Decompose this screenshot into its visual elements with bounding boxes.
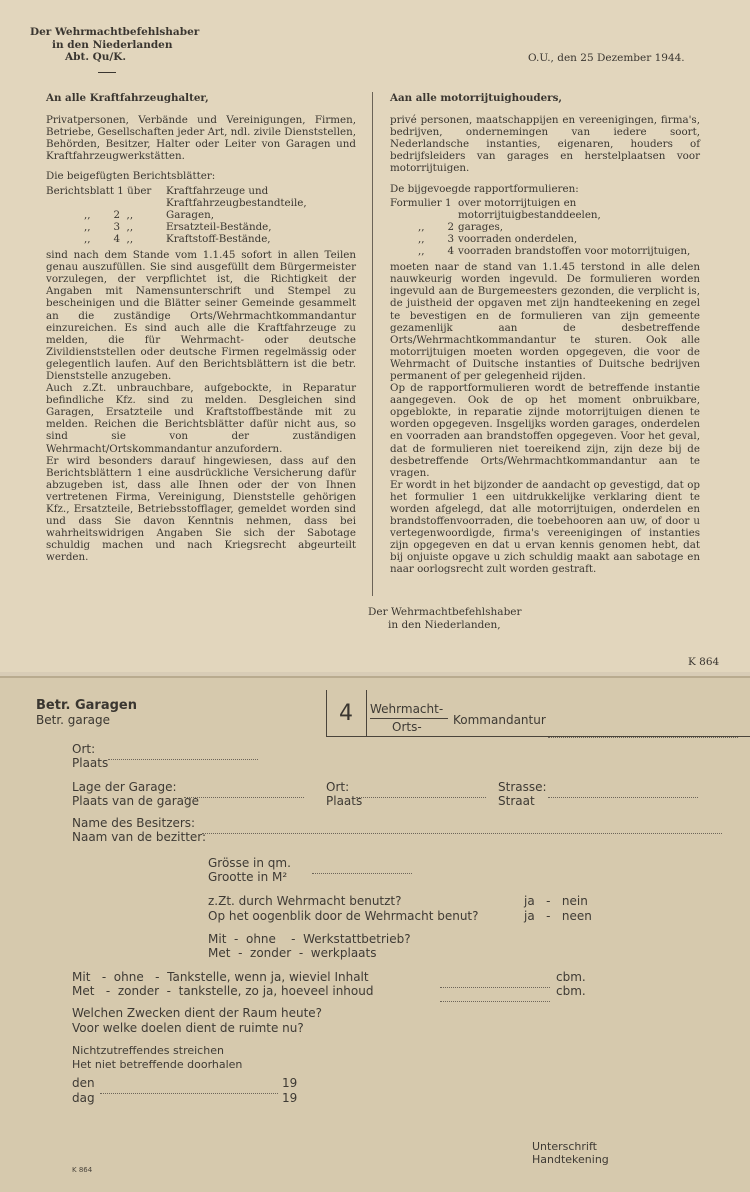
kommandantur-field[interactable] xyxy=(548,723,738,742)
list-item: Berichtsblatt 1 über Kraftfahrzeuge und Kraftfahrzeugbestandteile, xyxy=(46,184,307,209)
sender-line: Der Wehrmachtbefehlshaber xyxy=(30,26,200,38)
german-body-1: sind nach dem Stande vom 1.1.45 sofort in allen Teilen genau auszufüllen. Sie sind ausgefüllt dem Bürgermeister vorzulegen, der verpflichtet ist, die Richtigkeit der Angaben mit Namensunterschrift und Stempel zu bescheinigen und die Blätter seiner Gemeinde gesammelt an die zuständige Orts/Wehrmachtkommandantur einzureichen. Es sind auch alle die Kraftfahrzeuge zu melden, die für Wehrmacht- oder deutsche Zivildienststellen oder deutsche Firmen regelmässig oder gelegentlich laufen. Auf den Berichtsblättern ist die betr. Dienststelle anzugeben. xyxy=(46,249,356,382)
den-label: den xyxy=(72,1076,95,1090)
ort2-label: Ort: xyxy=(326,780,350,794)
dutch-heading: Aan alle motorrijtuighouders, xyxy=(390,92,562,104)
benut-label: Op het oogenblik door de Wehrmacht benut? xyxy=(208,909,479,923)
german-intro: Privatpersonen, Verbände und Vereinigungen, Firmen, Betriebe, Gesellschaften jeder Art, ndl. zivile Dienststellen, Behörden, Besitzer, Halter oder Leiter von Garagen und Kraftfahrzeugwerkstätten. xyxy=(46,114,356,163)
dutch-forms-list xyxy=(390,197,700,257)
name-label: Name des Besitzers: xyxy=(72,816,196,830)
straat-label: Straat xyxy=(498,794,535,808)
form-title-de: Betr. Garagen xyxy=(36,698,137,713)
year-label: 19 xyxy=(282,1091,298,1105)
date-field[interactable] xyxy=(100,1079,278,1098)
list-item: ,, 2 garages, xyxy=(418,220,504,233)
werkplaats-choice[interactable]: Met - zonder - werkplaats xyxy=(208,946,377,960)
doelen-label: Voor welke doelen dient de ruimte nu? xyxy=(72,1021,304,1035)
signature-line: in den Niederlanden, xyxy=(388,618,501,631)
fraction-line xyxy=(370,718,448,719)
divider xyxy=(98,72,116,73)
zweck-label: Welchen Zwecken dient der Raum heute? xyxy=(72,1006,323,1020)
strasse-label: Strasse: xyxy=(498,780,547,794)
sender-block xyxy=(30,26,199,73)
german-forms-list xyxy=(46,185,356,245)
strasse-field[interactable] xyxy=(548,783,698,802)
garage-form xyxy=(0,676,750,1192)
ort-field[interactable] xyxy=(108,745,258,764)
german-body-3: Er wird besonders darauf hingewiesen, dass auf den Berichtsblättern 1 eine ausdrückliche Versicherung dafür abzugeben ist, dass alle Ihnen oder der von Ihnen vertretenen Firma, Vereinigung, Dienststelle gehörigen Kfz., Ersatzteile, Betriebsstofflager, gemeldet worden sind und dass Sie davon Kenntnis nehmen, dass bei wahrheitswidrigen Angaben Sie sich der Sabotage schuldig machen und nach Kriegsrecht abgeurteilt werden. xyxy=(46,454,356,564)
letter-code: K 864 xyxy=(688,656,720,668)
list-item: ,, 3 ,, Ersatzteil-Bestände, xyxy=(84,220,272,233)
streichen-note: Nichtzutreffendes streichen xyxy=(72,1044,224,1057)
list-item: Formulier 1 over motorrijtuigen en motorrijtuigbestanddeelen, xyxy=(390,196,601,221)
ja-nein-choice[interactable]: ja - nein xyxy=(524,894,588,908)
place-date: O.U., den 25 Dezember 1944. xyxy=(528,52,685,64)
german-heading: An alle Kraftfahrzeughalter, xyxy=(46,92,209,104)
sender-line: in den Niederlanden xyxy=(52,38,173,51)
groesse-field[interactable] xyxy=(312,859,412,878)
dutch-intro: privé personen, maatschappijen en vereenigingen, firma's, bedrijven, ondernemingen van iedere soort, Nederlandsche instanties, eigenaren, houders of bedrijfsleiders van garages en herstelplaatsen voor motorrijtuigen. xyxy=(390,114,700,175)
german-column xyxy=(46,92,356,571)
lage-nl-label: Plaats van de garage xyxy=(72,794,199,808)
list-item: ,, 4 ,, Kraftstoff-Bestände, xyxy=(84,232,271,245)
dutch-attached: De bijgevoegde rapportformulieren: xyxy=(390,182,579,195)
plaats-label: Plaats xyxy=(72,756,109,770)
benutzt-label: z.Zt. durch Wehrmacht benutzt? xyxy=(208,894,402,908)
tankstelle-choice[interactable]: Mit - ohne - Tankstelle, wenn ja, wieviel Inhalt xyxy=(72,970,369,984)
wehrmacht-label: Wehrmacht- xyxy=(370,702,444,716)
dutch-body-1: moeten naar de stand van 1.1.45 terstond in alle delen nauwkeurig worden ingevuld. De formulieren worden ingevuld aan de Burgemeesters gezonden, die verplicht is, de juistheid der opgaven met zijn handteekening en zegel te bevestigen en de formulieren van zijn gemeente gezamenlijk aan de desbetreffende Orts/Wehrmachtkommandantur te sturen. Ook alle motorrijtuigen moeten worden opgegeven, die voor de Wehrmacht of Duitsche instanties of Duitsche bedrijven permanent of per gelegenheid rijden. xyxy=(390,261,700,382)
cbm-label: cbm. xyxy=(556,970,586,984)
tankstelle-nl-choice[interactable]: Met - zonder - tankstelle, zo ja, hoeveel inhoud xyxy=(72,984,374,998)
lage-label: Lage der Garage: xyxy=(72,780,177,794)
cbm-label: cbm. xyxy=(556,984,586,998)
form-title xyxy=(36,698,137,727)
dutch-column xyxy=(390,92,700,584)
unterschrift-label: Unterschrift xyxy=(532,1140,597,1153)
ort2-field[interactable] xyxy=(356,783,486,802)
ort-label: Ort: xyxy=(72,742,96,756)
name-field[interactable] xyxy=(202,819,722,838)
signature-line: Der Wehrmachtbefehlshaber xyxy=(368,606,522,618)
grootte-label: Grootte in M² xyxy=(208,870,288,884)
orts-label: Orts- xyxy=(392,720,422,734)
ort2-nl-label: Plaats xyxy=(326,794,363,808)
german-body-2: Auch z.Zt. unbrauchbare, aufgebockte, in Reparatur befindliche Kfz. sind zu melden. Desgleichen sind Garagen, Ersatzteile und Kraftstoffbestände mit zu melden. Reichen die Berichtsblätter dafür nicht aus, so sind sie von der zuständigen Wehrmacht/Ortskommandantur anzufordern. xyxy=(46,382,356,455)
list-item: ,, 2 ,, Garagen, xyxy=(84,208,215,221)
german-attached: Die beigefügten Berichtsblätter: xyxy=(46,170,216,183)
naam-label: Naam van de bezitter: xyxy=(72,830,207,844)
form-code: K 864 xyxy=(72,1166,93,1174)
werkstatt-choice[interactable]: Mit - ohne - Werkstattbetrieb? xyxy=(208,932,411,946)
list-item: ,, 3 voorraden onderdelen, xyxy=(418,232,578,245)
dag-label: dag xyxy=(72,1091,95,1105)
lage-field[interactable] xyxy=(184,783,304,802)
list-item: ,, 4 voorraden brandstoffen voor motorrijtuigen, xyxy=(418,245,691,258)
groesse-label: Grösse in qm. xyxy=(208,856,291,870)
tank-inhoud-field[interactable] xyxy=(440,987,550,1006)
dutch-body-2: Op de rapportformulieren wordt de betreffende instantie aangegeven. Ook de op het moment onbruikbare, opgeblokte, in reparatie zijnde motorrijtuigen dienen te worden opgegeven. Insgelijks worden garages, onderdelen en voorraden aan brandstoffen opgegeven. Voor het geval, dat de formulieren niet toereikend zijn, zijn deze bij de desbetreffende Orts/Wehrmachtkommandantur aan te vragen. xyxy=(390,382,700,479)
handtekening-label: Handtekening xyxy=(532,1153,609,1166)
sender-line: Abt. Qu/K. xyxy=(65,51,127,64)
doorhalen-note: Het niet betreffende doorhalen xyxy=(72,1058,243,1071)
form-title-nl: Betr. garage xyxy=(36,713,111,727)
kommandantur-label: Kommandantur xyxy=(453,713,546,727)
column-divider xyxy=(372,92,373,596)
ja-neen-choice[interactable]: ja - neen xyxy=(524,909,592,923)
year-label: 19 xyxy=(282,1076,298,1090)
signature-block xyxy=(368,606,522,631)
form-number: 4 xyxy=(326,690,367,736)
dutch-body-3: Er wordt in het bijzonder de aandacht op gevestigd, dat op het formulier 1 een uitdrukkelijke verklaring dient te worden afgelegd, dat alle motorrijtuigen, onderdelen en brandstoffenvoorraden, die toebehooren aan uw, of door u vertegenwoordigde, firma's vereenigingen of instanties zijn opgegeven en dat u ervan kennis genomen hebt, dat bij onjuiste opgave u zich schuldig maakt aan sabotage en naar oorlogsrecht zult worden gestraft. xyxy=(390,478,700,576)
